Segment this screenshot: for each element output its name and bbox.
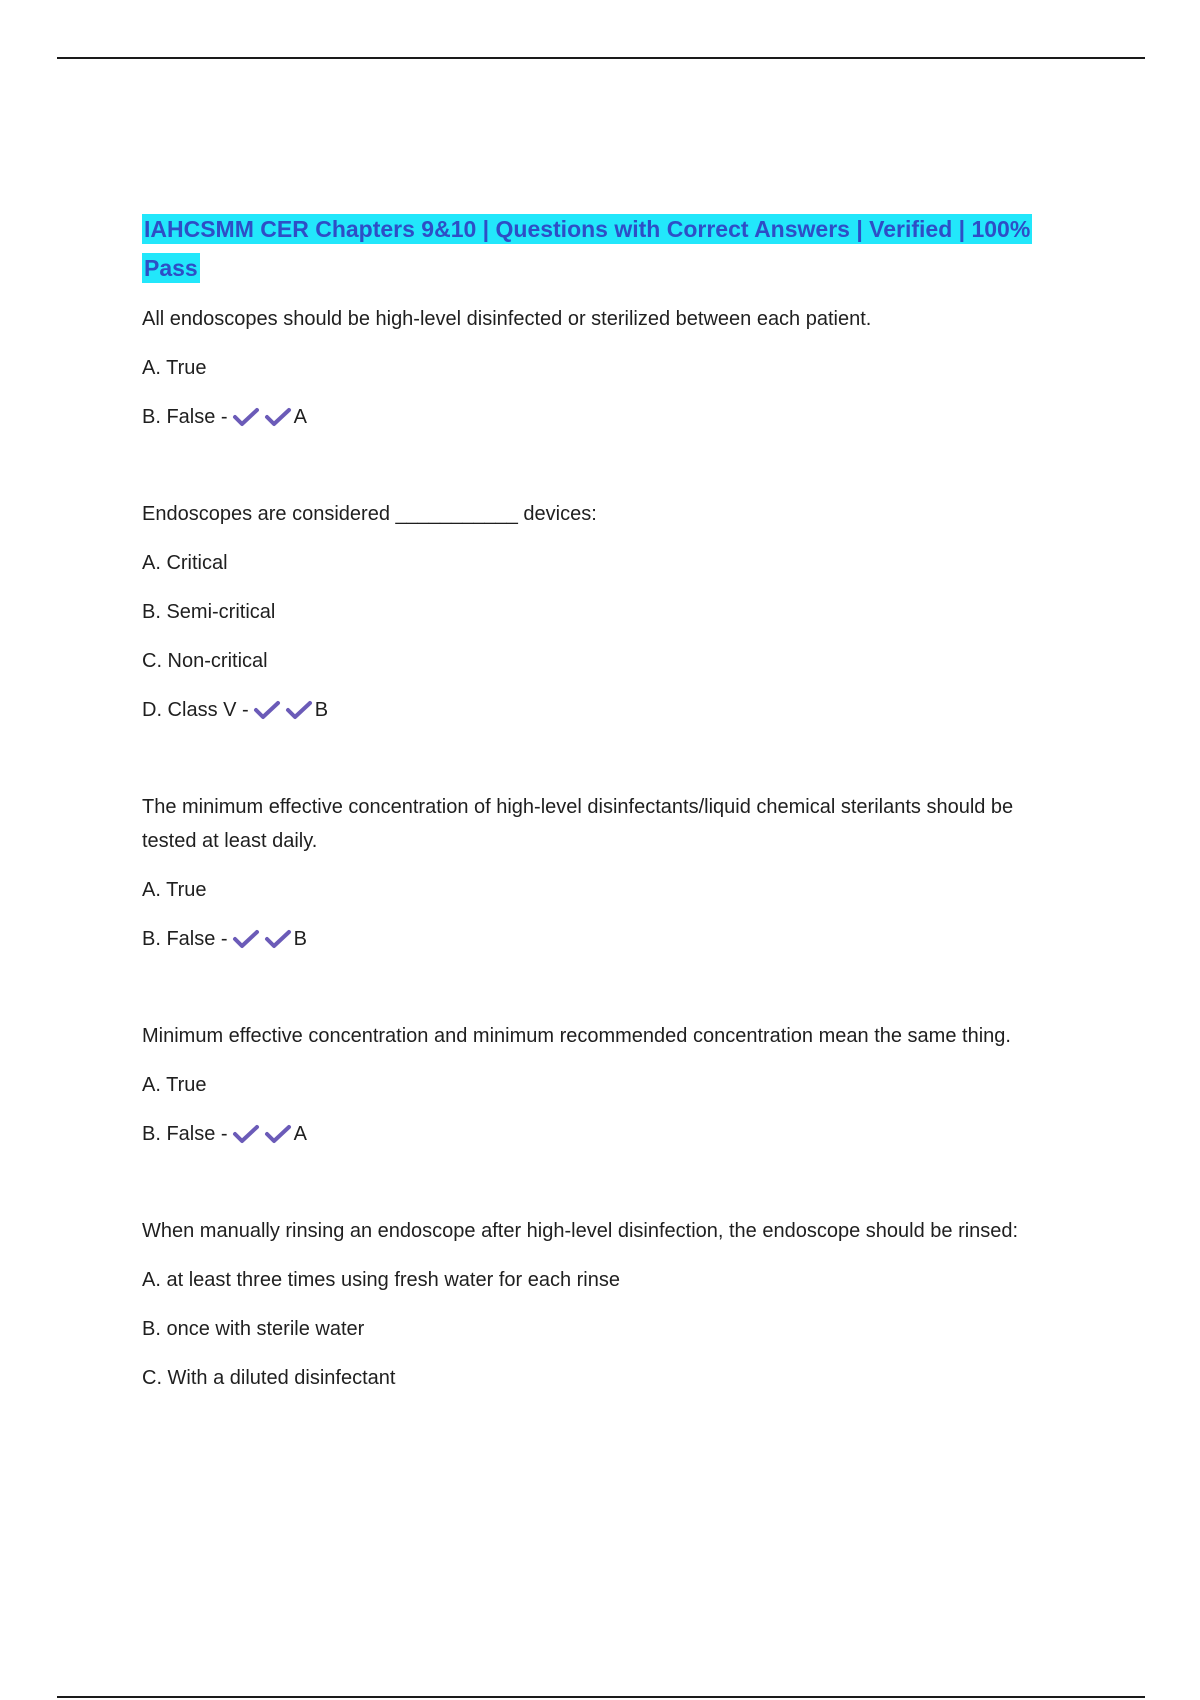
check-icon — [264, 406, 292, 428]
option-a: A. True — [142, 357, 207, 379]
question-text: When manually rinsing an endoscope after high-level disinfection, the endoscope should be rinsed: — [142, 1220, 1019, 1242]
header-rule — [57, 57, 1145, 59]
option-a: A. at least three times using fresh water for each rinse — [142, 1269, 620, 1291]
question-text: The minimum effective concentration of high-level disinfectants/liquid chemical sterilants should be tested at least daily. — [142, 796, 1014, 852]
option-a: A. True — [142, 1074, 207, 1096]
question-text: Endoscopes are considered ___________ devices: — [142, 503, 597, 525]
correct-answer: A — [293, 406, 307, 428]
option-c: C. Non-critical — [142, 650, 268, 672]
question-3 — [142, 790, 1042, 956]
check-icon — [285, 699, 313, 721]
document-body — [142, 210, 1042, 1410]
check-icon — [232, 406, 260, 428]
question-5 — [142, 1214, 1042, 1395]
question-4 — [142, 1019, 1042, 1151]
option-b: B. False - B — [142, 922, 1042, 956]
question-text: All endoscopes should be high-level disinfected or sterilized between each patient. — [142, 308, 872, 330]
check-icon — [232, 928, 260, 950]
question-2 — [142, 497, 1042, 727]
correct-answer: B — [314, 699, 329, 721]
option-b: B. Semi-critical — [142, 601, 276, 623]
option-b: B. once with sterile water — [142, 1318, 365, 1340]
document-title-text: IAHCSMM CER Chapters 9&10 | Questions with Correct Answers | Verified | 100% Pass — [144, 216, 1031, 281]
check-icon — [253, 699, 281, 721]
check-icon — [264, 1123, 292, 1145]
check-icon — [232, 1123, 260, 1145]
correct-answer: A — [293, 1123, 307, 1145]
option-a: A. True — [142, 879, 207, 901]
correct-answer: B — [293, 928, 307, 950]
footer-rule — [57, 1696, 1145, 1698]
question-1 — [142, 302, 1042, 434]
option-d: D. Class V - B — [142, 693, 1042, 727]
option-b: B. False - A — [142, 400, 1042, 434]
document-title — [142, 210, 1042, 288]
question-text: Minimum effective concentration and minimum recommended concentration mean the same thing. — [142, 1025, 1011, 1047]
option-c: C. With a diluted disinfectant — [142, 1367, 396, 1389]
option-a: A. Critical — [142, 552, 228, 574]
option-b: B. False - A — [142, 1117, 1042, 1151]
check-icon — [264, 928, 292, 950]
